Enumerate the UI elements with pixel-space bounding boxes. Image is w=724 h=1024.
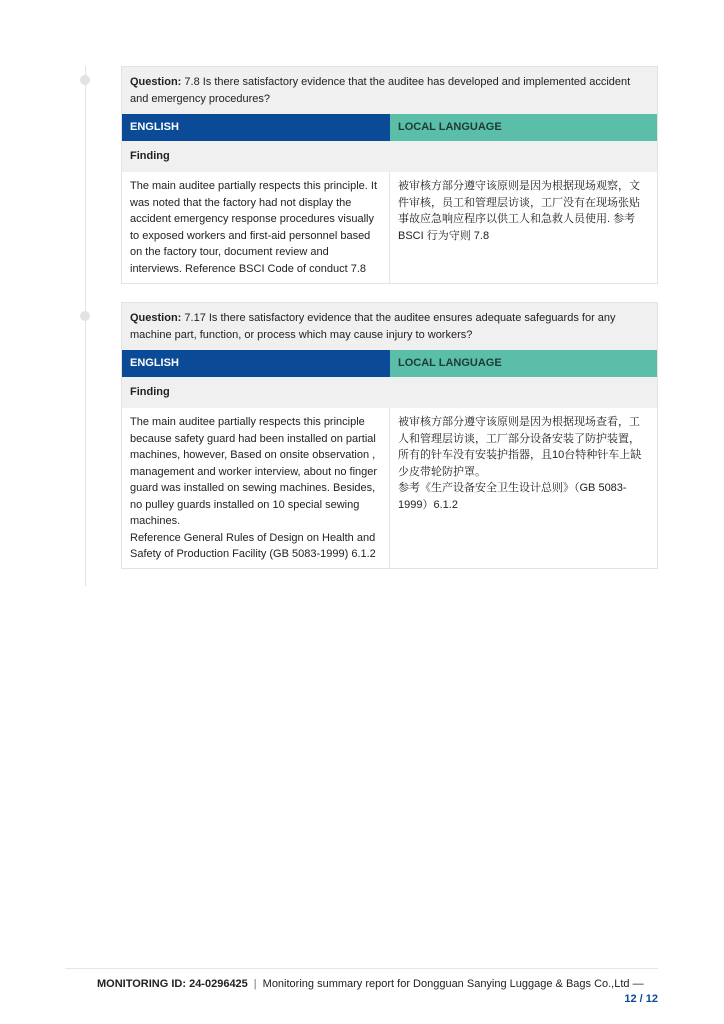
finding-label: Finding: [122, 377, 657, 408]
question-block: [121, 66, 658, 284]
english-header: ENGLISH: [122, 114, 390, 141]
footer-separator: |: [253, 978, 257, 990]
english-paragraph: Reference General Rules of Design on Health and Safety of Production Facility (GB 5083-1999) 6.1.2: [130, 531, 376, 560]
finding-label: Finding: [122, 141, 657, 172]
local-paragraph: 被审核方部分遵守该原则是因为根据现场观察，文件审核，员工和管理层访谈，工厂没有在现场张贴事故应急响应程序以供工人和急救人员使用. 参考BSCI 行为守则 7.8: [398, 180, 640, 242]
question-text: 7.8 Is there satisfactory evidence that the auditee has developed and implemented accident and emergency procedures?: [130, 76, 631, 105]
footer-dash: —: [632, 978, 644, 990]
local-finding: [390, 408, 657, 568]
timeline-dot: [80, 75, 90, 85]
monitoring-id: MONITORING ID: 24-0296425: [97, 978, 248, 990]
local-language-header: LOCAL LANGUAGE: [390, 114, 657, 141]
local-language-header: LOCAL LANGUAGE: [390, 350, 657, 377]
question-header: [122, 303, 657, 350]
question-prefix: Question:: [130, 76, 182, 88]
question-header: [122, 67, 657, 114]
question-text: 7.17 Is there satisfactory evidence that the auditee ensures adequate safeguards for any machine part, function, or process which may cause injury to workers?: [130, 312, 616, 341]
finding-content-row: [122, 172, 657, 283]
page-number: 12 / 12: [624, 993, 658, 1005]
question-block: [121, 302, 658, 569]
finding-content-row: [122, 408, 657, 568]
footer-divider: [65, 968, 658, 969]
footer: [97, 977, 662, 991]
english-finding: [122, 172, 390, 283]
language-header-row: [122, 350, 657, 377]
question-prefix: Question:: [130, 312, 182, 324]
timeline-dot: [80, 311, 90, 321]
english-paragraph: The main auditee partially respects this principle because safety guard had been installed on partial machines, however, Based on onsite observation , management and worker interview, about no finger guard was installed on sewing machines. Besides, no pulley guards installed on 10 special sewing machines.: [130, 416, 378, 527]
english-header: ENGLISH: [122, 350, 390, 377]
local-finding: [390, 172, 657, 283]
english-paragraph: The main auditee partially respects this principle. It was noted that the factory had not display the accident emergency response procedures visually to exposed workers and first-aid personnel based on the factory tour, document review and interviews. Reference BSCI Code of conduct 7.8: [130, 180, 378, 275]
report-title: Monitoring summary report for Dongguan Sanying Luggage & Bags Co.,Ltd: [262, 978, 630, 990]
local-paragraph: 被审核方部分遵守该原则是因为根据现场查看，工人和管理层访谈，工厂部分设备安装了防护装置，所有的针车没有安装护指器，且10台特种针车上缺少皮带轮防护罩。: [398, 416, 642, 478]
local-paragraph: 参考《生产设备安全卫生设计总则》（GB 5083-1999）6.1.2: [398, 482, 627, 511]
english-finding: [122, 408, 390, 568]
language-header-row: [122, 114, 657, 141]
timeline-line: [85, 66, 86, 586]
